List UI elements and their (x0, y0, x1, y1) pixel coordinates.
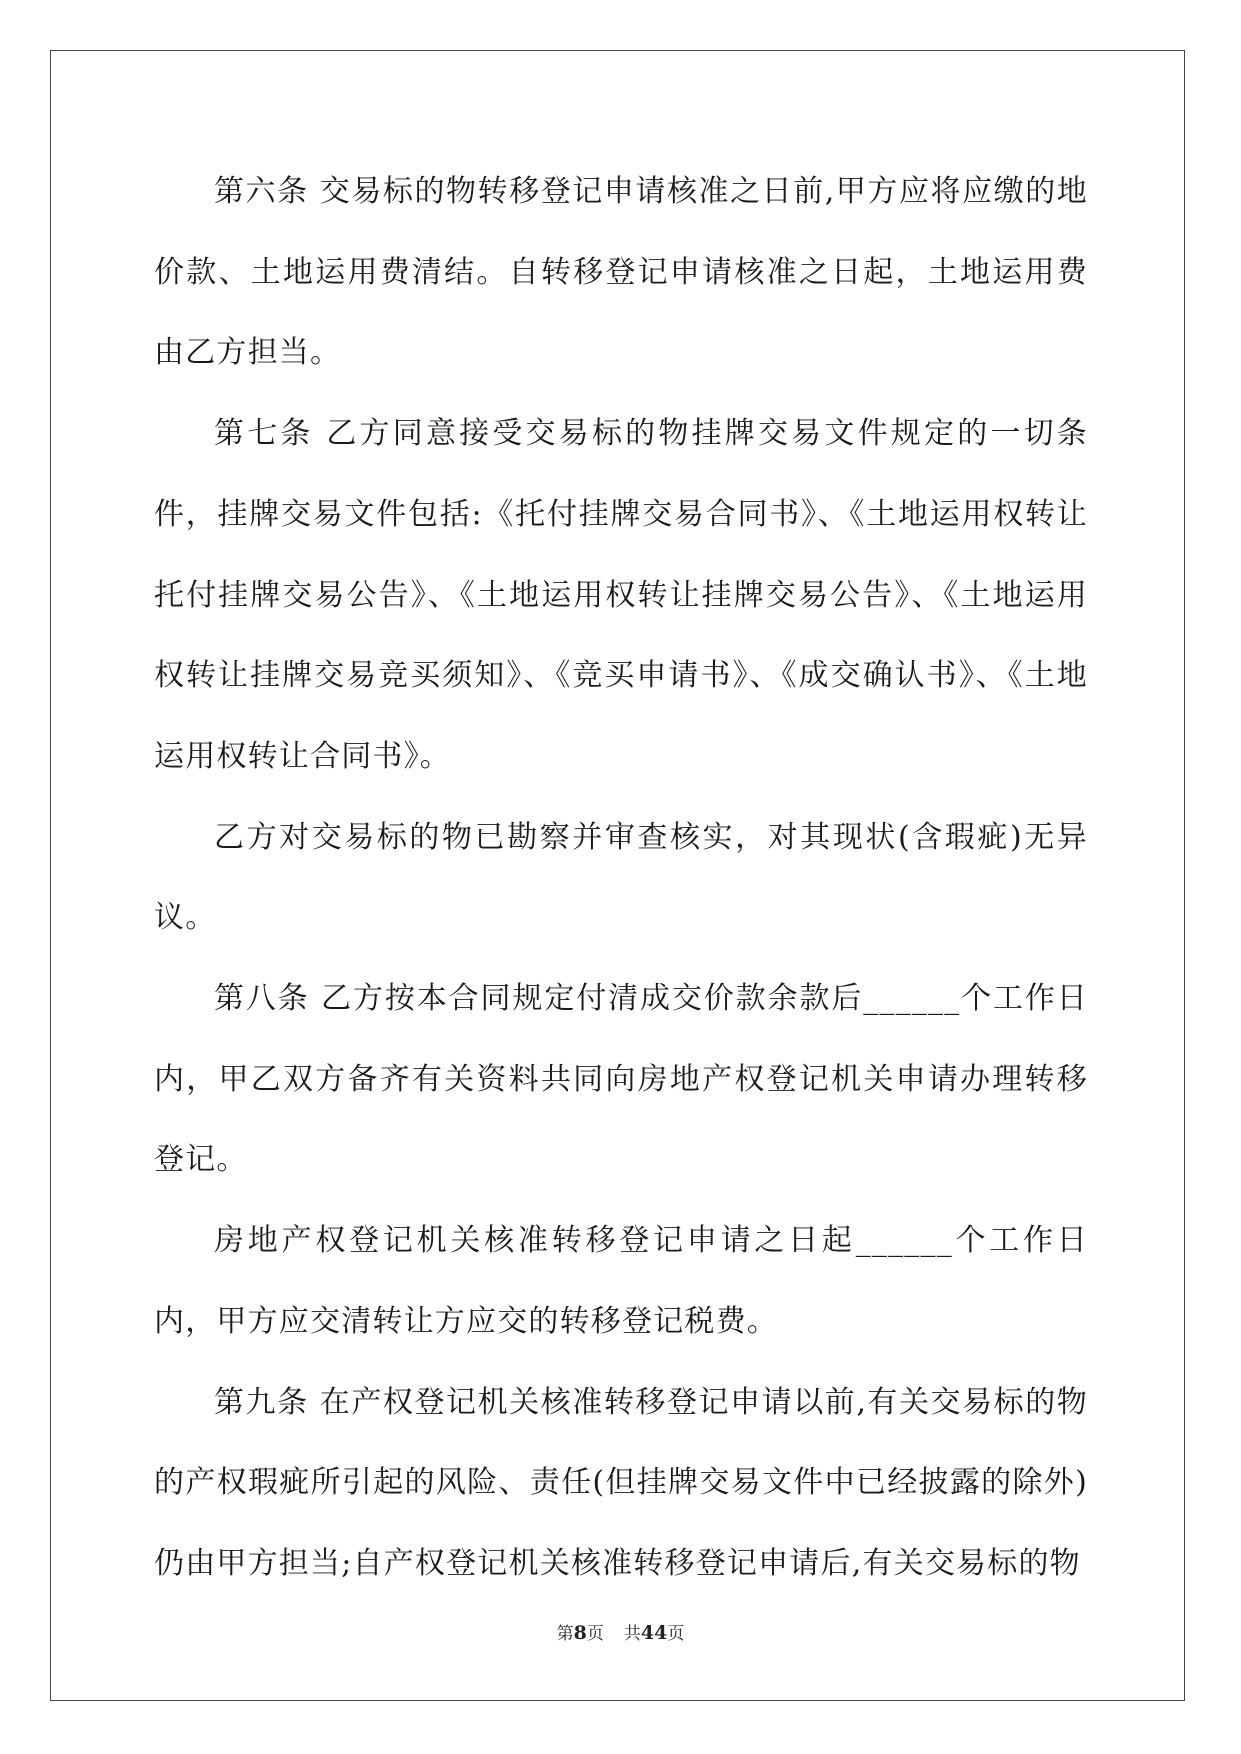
paragraph-article-8: 第八条 乙方按本合同规定付清成交价款余款后______个工作日内，甲乙双方备齐有关资料共同向房地产权登记机关申请办理转移登记。 (154, 981, 1088, 1178)
paragraph-article-6: 第六条 交易标的物转移登记申请核准之日前,甲方应将应缴的地价款、土地运用费清结。自转移登记申请核准之日起，土地运用费由乙方担当。 (154, 174, 1088, 371)
page-footer (0, 1619, 1241, 1644)
paragraph-tax: 房地产权登记机关核准转移登记申请之日起______个工作日内，甲方应交清转让方应交的转移登记税费。 (154, 1223, 1088, 1339)
footer-total-suffix: 页 (667, 1624, 685, 1644)
footer-page-suffix: 页 (586, 1624, 604, 1644)
paragraph-inspection: 乙方对交易标的物已勘察并审查核实，对其现状(含瑕疵)无异议。 (154, 819, 1088, 936)
footer-total-prefix: 共 (623, 1624, 641, 1644)
total-pages: 44 (640, 1622, 668, 1644)
page-number: 8 (573, 1622, 587, 1644)
paragraph-article-7: 第七条 乙方同意接受交易标的物挂牌交易文件规定的一切条件，挂牌交易文件包括:《托付挂牌交易合同书》、《土地运用权转让托付挂牌交易公告》、《土地运用权转让挂牌交易公告》、《土地运用权转让挂牌交易竞买须知》、《竞买申请书》、《成交确认书》、《土地运用权转让合同书》。 (154, 416, 1088, 774)
paragraph-article-9: 第九条 在产权登记机关核准转移登记申请以前,有关交易标的物的产权瑕疵所引起的风险、责任(但挂牌交易文件中已经披露的除外)仍由甲方担当;自产权登记机关核准转移登记申请后,有关交易标的物 (154, 1384, 1088, 1581)
footer-prefix: 第 (556, 1624, 574, 1644)
document-body (154, 152, 1088, 1605)
